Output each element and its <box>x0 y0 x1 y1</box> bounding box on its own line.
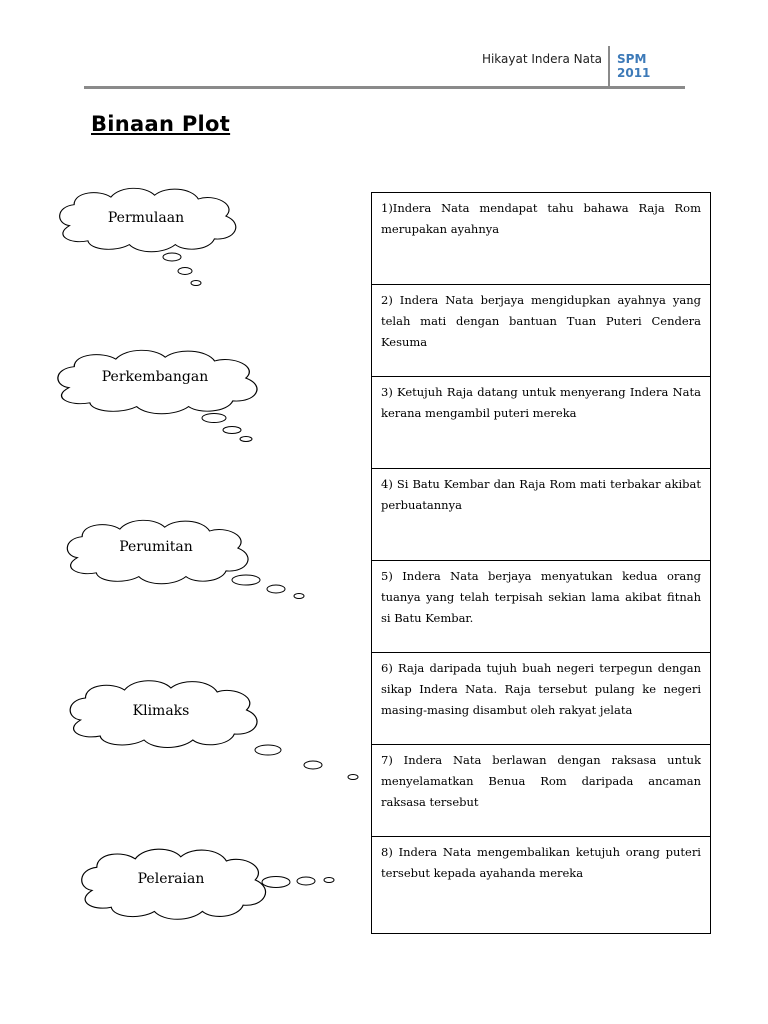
cloud-peleraian <box>82 849 334 919</box>
plot-event-row: 8) Indera Nata mengembalikan ketujuh orang puteri tersebut kepada ayahanda mereka <box>381 845 701 880</box>
cloud-label-permulaan: Permulaan <box>107 210 185 226</box>
cloud-label-perumitan: Perumitan <box>119 539 193 555</box>
plot-event-row: 3) Ketujuh Raja datang untuk menyerang Indera Nata kerana mengambil puteri mereka <box>372 377 710 469</box>
plot-event-row: 5) Indera Nata berjaya menyatukan kedua orang tuanya yang telah terpisah sekian lama akibat fitnah si Batu Kembar. <box>372 561 710 653</box>
plot-event-row: 7) Indera Nata berlawan dengan raksasa untuk menyelamatkan Benua Rom daripada ancaman raksasa tersebut <box>372 745 710 837</box>
plot-event-row: 6) Raja daripada tujuh buah negeri terpegun dengan sikap Indera Nata. Raja tersebut pulang ke negeri masing-masing disambut oleh rakyat jelata <box>372 653 710 745</box>
document-header-title: Hikayat Indera Nata <box>481 52 602 66</box>
plot-event-row: 2) Indera Nata berjaya mengidupkan ayahnya yang telah mati dengan bantuan Tuan Puteri Cendera Kesuma <box>372 285 710 377</box>
cloud-perumitan <box>67 520 304 598</box>
cloud-klimaks <box>70 681 358 780</box>
cloud-permulaan <box>60 188 236 285</box>
page-heading: Binaan Plot <box>91 112 231 136</box>
header-badge-line2: 2011 <box>617 66 651 80</box>
plot-events-table <box>371 192 711 934</box>
plot-event-row: 1)Indera Nata mendapat tahu bahawa Raja Rom merupakan ayahnya <box>372 193 710 285</box>
cloud-label-peleraian: Peleraian <box>137 871 205 887</box>
cloud-label-klimaks: Klimaks <box>132 703 190 719</box>
cloud-perkembangan <box>58 350 257 441</box>
header-badge-line1: SPM <box>617 52 647 66</box>
cloud-label-perkembangan: Perkembangan <box>101 369 209 385</box>
plot-event-row: 4) Si Batu Kembar dan Raja Rom mati terbakar akibat perbuatannya <box>372 469 710 561</box>
